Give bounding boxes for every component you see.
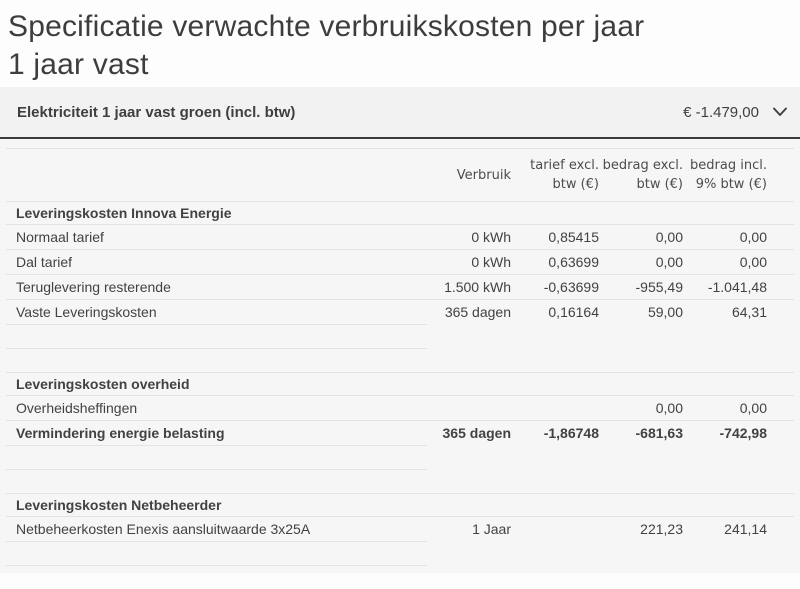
section-header-row xyxy=(6,202,794,225)
cell-label: Vermindering energie belasting xyxy=(6,421,427,446)
spacer-row xyxy=(6,325,794,349)
cell-pad xyxy=(767,517,794,542)
accordion-amount: € -1.479,00 xyxy=(683,104,759,121)
cell-tarief: -1,86748 xyxy=(511,421,599,446)
table-row xyxy=(6,421,794,446)
cost-table-area xyxy=(0,139,800,573)
cell-pad xyxy=(767,275,794,300)
cost-table xyxy=(6,148,794,589)
cell-bedrag-incl: 0,00 xyxy=(683,225,767,250)
table-row xyxy=(6,250,794,275)
cell-bedrag-incl: 241,14 xyxy=(683,517,767,542)
cell-bedrag-incl: 0,00 xyxy=(683,250,767,275)
accordion-label: Elektriciteit 1 jaar vast groen (incl. btw) xyxy=(17,104,295,121)
column-header-empty xyxy=(6,149,427,202)
cell-verbruik: 365 dagen xyxy=(427,421,511,446)
cell-label: Netbeheerkosten Enexis aansluitwaarde 3x25A xyxy=(6,517,427,542)
cell-tarief: 0,85415 xyxy=(511,225,599,250)
spacer-row xyxy=(6,446,794,470)
cell-tarief: 0,63699 xyxy=(511,250,599,275)
cell-verbruik: 0 kWh xyxy=(427,225,511,250)
cell-tarief xyxy=(511,517,599,542)
page-title-line2: 1 jaar vast xyxy=(8,48,149,81)
accordion-right xyxy=(683,104,788,121)
column-header-tarief-excl-btw: tarief excl. btw (€) xyxy=(511,149,599,202)
chevron-down-icon[interactable] xyxy=(772,107,788,117)
cell-bedrag-excl: 0,00 xyxy=(599,396,683,421)
cell-bedrag-excl: 0,00 xyxy=(599,250,683,275)
spacer-row xyxy=(6,349,794,373)
cell-bedrag-incl: 0,00 xyxy=(683,396,767,421)
cell-verbruik: 1.500 kWh xyxy=(427,275,511,300)
cell-tarief: -0,63699 xyxy=(511,275,599,300)
cell-verbruik: 365 dagen xyxy=(427,300,511,325)
cell-verbruik: 1 Jaar xyxy=(427,517,511,542)
cell-pad xyxy=(767,300,794,325)
section-header-row xyxy=(6,494,794,517)
cell-bedrag-incl: -1.041,48 xyxy=(683,275,767,300)
spacer-row xyxy=(6,542,794,566)
cell-label: Teruglevering resterende xyxy=(6,275,427,300)
column-header-bedrag-excl-btw: bedrag excl. btw (€) xyxy=(599,149,683,202)
cell-pad xyxy=(767,421,794,446)
cell-pad xyxy=(767,396,794,421)
table-row xyxy=(6,225,794,250)
section-header-label: Leveringskosten overheid xyxy=(6,373,794,396)
cell-bedrag-excl: 0,00 xyxy=(599,225,683,250)
cell-label: Overheidsheffingen xyxy=(6,396,427,421)
cell-label: Vaste Leveringskosten xyxy=(6,300,427,325)
cell-pad xyxy=(767,250,794,275)
cell-tarief: 0,16164 xyxy=(511,300,599,325)
cell-bedrag-incl: -742,98 xyxy=(683,421,767,446)
table-row xyxy=(6,300,794,325)
section-header-label: Leveringskosten Netbeheerder xyxy=(6,494,794,517)
page-title-line1: Specificatie verwachte verbruikskosten per jaar xyxy=(8,10,644,43)
accordion-header[interactable] xyxy=(0,87,800,139)
column-header-verbruik: Verbruik xyxy=(427,149,511,202)
cell-label: Normaal tarief xyxy=(6,225,427,250)
column-header-pad xyxy=(767,149,794,202)
table-row xyxy=(6,275,794,300)
page-title xyxy=(8,8,792,84)
section-header-row xyxy=(6,373,794,396)
cell-tarief xyxy=(511,396,599,421)
spacer-row xyxy=(6,566,794,589)
column-header-bedrag-incl-btw: bedrag incl. 9% btw (€) xyxy=(683,149,767,202)
cell-bedrag-excl: -681,63 xyxy=(599,421,683,446)
cell-bedrag-excl: 221,23 xyxy=(599,517,683,542)
cell-verbruik xyxy=(427,396,511,421)
section-header-label: Leveringskosten Innova Energie xyxy=(6,202,794,225)
cell-pad xyxy=(767,225,794,250)
spacer-row xyxy=(6,470,794,494)
cell-label: Dal tarief xyxy=(6,250,427,275)
table-row xyxy=(6,396,794,421)
cell-bedrag-excl: -955,49 xyxy=(599,275,683,300)
table-header-row xyxy=(6,149,794,202)
cell-verbruik: 0 kWh xyxy=(427,250,511,275)
cell-bedrag-incl: 64,31 xyxy=(683,300,767,325)
table-row xyxy=(6,517,794,542)
cell-bedrag-excl: 59,00 xyxy=(599,300,683,325)
